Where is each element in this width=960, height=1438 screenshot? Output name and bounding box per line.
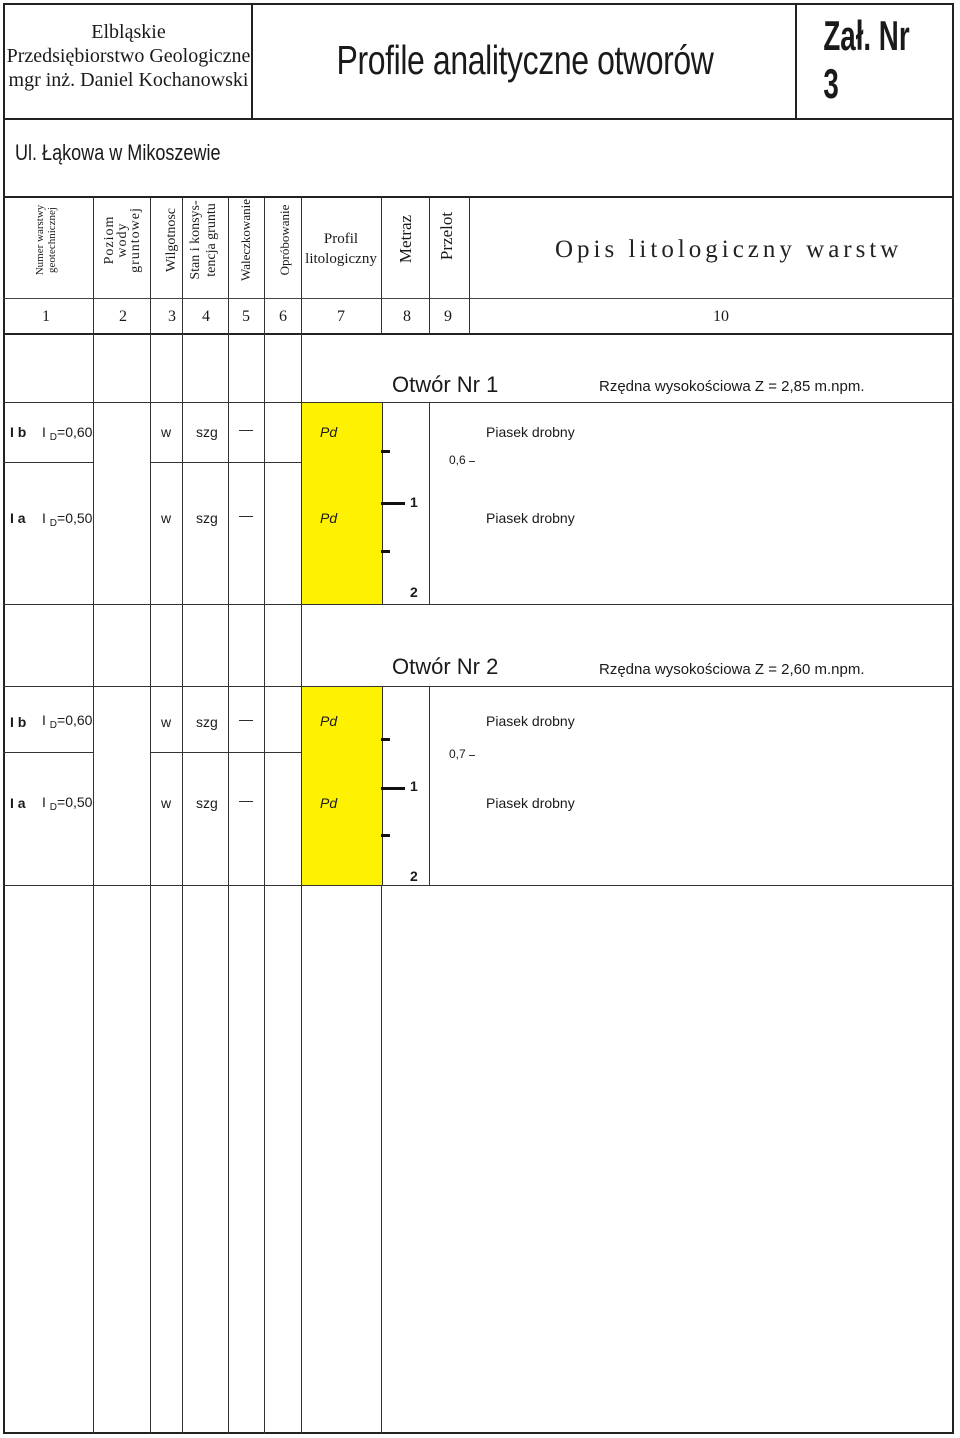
b1-layer2-sampling: — xyxy=(239,507,253,523)
col-divider-9-num xyxy=(469,298,470,334)
colnum-6: 6 xyxy=(279,308,287,325)
b1-depth-mark-1: 1 xyxy=(410,494,418,510)
col-divider-9-header xyxy=(469,198,470,298)
annex-number: Zał. Nr 3 xyxy=(823,12,910,107)
b2-layer2-id: I $_D$=0,50 xyxy=(42,794,93,813)
col-divider-3 xyxy=(182,198,183,1434)
b1-layer2-number: I a xyxy=(10,510,26,526)
colnum-1: 1 xyxy=(42,308,50,325)
borehole-1-layer-line-b xyxy=(150,462,301,463)
b2-layer1-number: I b xyxy=(10,714,27,730)
col4-header: Stan i konsys- tencja gruntu xyxy=(188,200,219,280)
b2-layer1-moisture: w xyxy=(161,714,172,730)
col9-header: Przelot xyxy=(437,211,456,261)
page-title: Profile analityczne otworów xyxy=(336,36,714,83)
borehole-2-layer-line-b xyxy=(150,752,301,753)
b2-depth-mark-2: 2 xyxy=(410,868,418,884)
company-block xyxy=(5,5,252,115)
col-divider-7-num xyxy=(381,298,382,334)
borehole-2-top-line xyxy=(3,686,954,687)
borehole-2-layer-line-a xyxy=(3,752,93,753)
colnum-5: 5 xyxy=(242,308,250,325)
b1-depth-tick-1 xyxy=(381,502,405,505)
col-divider-5 xyxy=(264,198,265,1434)
b1-layer1-sampling: — xyxy=(239,421,253,437)
b2-przelot-depth: 0,7 xyxy=(449,747,466,761)
col10-header: Opis litologiczny warstw xyxy=(555,236,903,263)
company-line-2: Przedsiębiorstwo Geologiczne xyxy=(6,45,251,67)
b2-przelot-tick xyxy=(469,755,475,756)
b1-depth-mark-2: 2 xyxy=(410,584,418,600)
b2-layer1-sampling: — xyxy=(239,711,253,727)
col1-header: Numer warstwy geotechnicznej xyxy=(34,204,58,276)
b1-layer2-consistency: szg xyxy=(196,510,218,526)
b2-layer2-description: Piasek drobny xyxy=(486,795,575,811)
col-divider-8-header xyxy=(429,198,430,298)
b1-layer1-number: I b xyxy=(10,424,27,440)
borehole-1-title: Otwór Nr 1 xyxy=(392,372,499,397)
borehole-2-przelot-divider xyxy=(429,687,430,885)
b1-przelot-depth: 0,6 xyxy=(449,453,466,467)
header-divider-1 xyxy=(251,3,253,119)
b2-depth-tick-05 xyxy=(381,738,390,741)
b1-layer1-symbol: Pd xyxy=(320,424,338,440)
b2-layer1-description: Piasek drobny xyxy=(486,713,575,729)
b2-layer1-id: I $_D$=0,60 xyxy=(42,712,93,731)
colnum-8: 8 xyxy=(403,308,411,325)
b1-layer2-id: I $_D$=0,50 xyxy=(42,510,93,529)
colnum-7: 7 xyxy=(337,308,345,325)
col3-header: Wilgotnosc xyxy=(164,208,179,272)
borehole-1-top-line xyxy=(3,402,954,403)
col7-header: Profil litologiczny xyxy=(305,231,377,267)
borehole-1-elevation: Rzędna wysokościowa Z = 2,85 m.npm. xyxy=(599,378,865,395)
borehole-1-layer-line-a xyxy=(3,462,93,463)
b1-przelot-tick xyxy=(469,461,475,462)
b2-depth-mark-1: 1 xyxy=(410,778,418,794)
colnum-2: 2 xyxy=(119,308,127,325)
page-frame xyxy=(3,3,954,1434)
col-divider-2 xyxy=(150,198,151,1434)
borehole-1-profile-column xyxy=(301,403,383,604)
b2-layer2-sampling: — xyxy=(239,792,253,808)
colnum-10: 10 xyxy=(713,308,729,325)
b2-layer2-symbol: Pd xyxy=(320,795,338,811)
col-divider-4 xyxy=(228,198,229,1434)
b2-depth-tick-15 xyxy=(381,834,390,837)
col-divider-8-num xyxy=(429,298,430,334)
company-line-1: Elbląskie xyxy=(91,21,166,43)
b1-layer2-symbol: Pd xyxy=(320,510,338,526)
header-bottom-line xyxy=(3,118,954,120)
b2-layer2-moisture: w xyxy=(161,795,172,811)
borehole-1-bottom-line xyxy=(3,604,954,605)
colnum-9: 9 xyxy=(444,308,452,325)
numbers-bottom-line xyxy=(3,333,954,335)
b2-depth-tick-1 xyxy=(381,787,405,790)
col-divider-1 xyxy=(93,198,94,1434)
colnum-4: 4 xyxy=(202,308,210,325)
b2-layer1-symbol: Pd xyxy=(320,713,338,729)
b1-layer1-description: Piasek drobny xyxy=(486,424,575,440)
b1-layer2-moisture: w xyxy=(161,510,172,526)
location-bottom-line xyxy=(3,196,954,198)
b1-layer2-description: Piasek drobny xyxy=(486,510,575,526)
b2-layer2-number: I a xyxy=(10,795,26,811)
b1-layer1-consistency: szg xyxy=(196,424,218,440)
col8-header: Metraz xyxy=(396,214,415,264)
colnum-3: 3 xyxy=(168,308,176,325)
borehole-2-bottom-line xyxy=(3,885,954,886)
b1-layer1-moisture: w xyxy=(161,424,172,440)
col-divider-7-header xyxy=(381,198,382,298)
b1-depth-tick-15 xyxy=(381,550,390,553)
borehole-2-elevation: Rzędna wysokościowa Z = 2,60 m.npm. xyxy=(599,661,865,678)
b1-layer1-id: I $_D$=0,60 xyxy=(42,424,93,443)
col6-header: Opróbowanie xyxy=(277,204,292,276)
header-separator xyxy=(3,298,954,299)
col-divider-7-lower xyxy=(381,885,382,1434)
b2-layer1-consistency: szg xyxy=(196,714,218,730)
col2-header: Poziom wody gruntowej xyxy=(102,207,143,273)
borehole-1-przelot-divider xyxy=(429,403,430,604)
header-divider-2 xyxy=(795,3,797,119)
location-title: Ul. Łąkowa w Mikoszewie xyxy=(15,140,221,165)
borehole-2-title: Otwór Nr 2 xyxy=(392,654,499,679)
borehole-2-profile-column xyxy=(301,687,383,885)
b1-depth-tick-05 xyxy=(381,450,390,453)
col5-header: Waleczkowanie xyxy=(238,199,253,281)
company-line-3: mgr inż. Daniel Kochanowski xyxy=(8,69,249,91)
b2-layer2-consistency: szg xyxy=(196,795,218,811)
